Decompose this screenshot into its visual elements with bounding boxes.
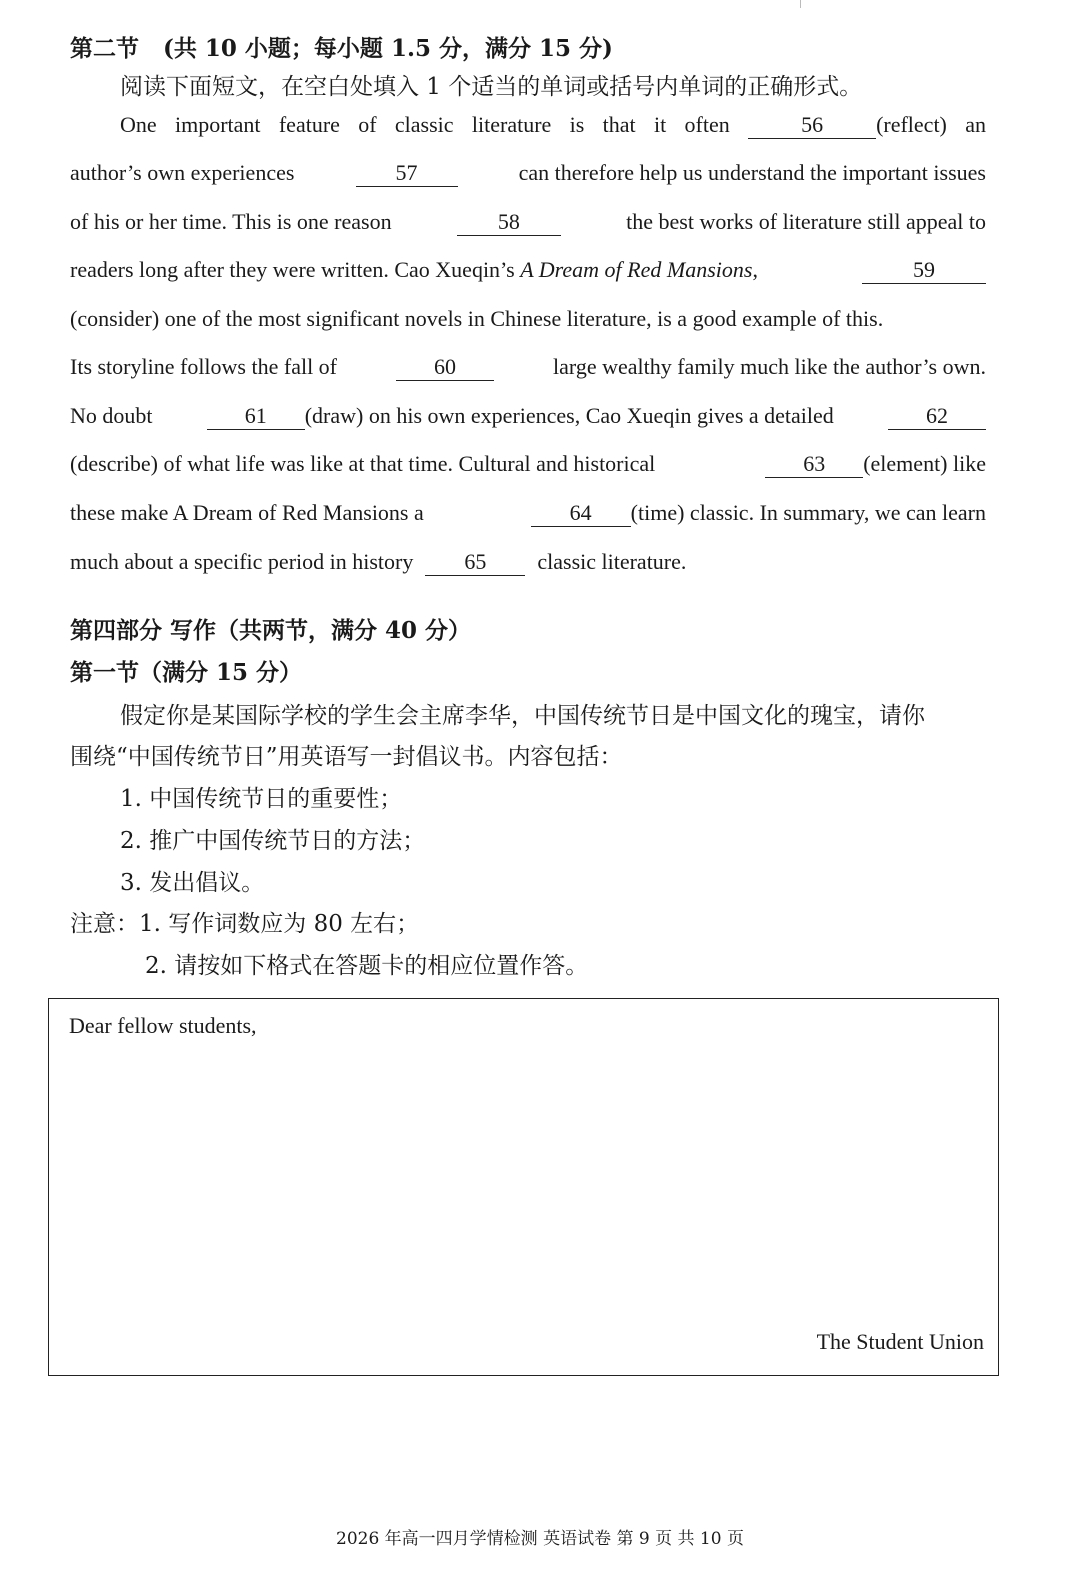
prompt-line-1: 假定你是某国际学校的学生会主席李华，中国传统节日是中国文化的瑰宝，请你 (120, 703, 925, 729)
word: an (965, 112, 986, 137)
word: that (602, 112, 636, 137)
page-footer: 2026 年高一四月学情检测 英语试卷 第 9 页 共 10 页 (336, 1529, 744, 1549)
text-segment: Its storyline follows the fall of (70, 354, 338, 379)
passage-line-5 (70, 302, 986, 336)
passage-line-3 (70, 205, 986, 239)
text-segment: can therefore help us understand the important issues (518, 160, 986, 185)
passage-line-1 (120, 108, 986, 142)
word: often (684, 112, 730, 137)
blank-62[interactable]: 62 (888, 401, 986, 430)
section2-heading (70, 30, 613, 63)
corner-mark (800, 0, 801, 8)
passage-line-8 (70, 447, 986, 481)
text-segment: the best works of literature still appeal to (626, 209, 986, 234)
blank-58[interactable]: 58 (457, 207, 561, 236)
note-line-1: 注意：1. 写作词数应为 80 左右； (70, 911, 420, 937)
passage-line-2 (70, 156, 986, 190)
comma: , (752, 257, 758, 282)
word: feature (278, 112, 340, 137)
blank-59[interactable]: 59 (862, 255, 986, 284)
blank-65[interactable]: 65 (425, 547, 525, 576)
content-item-3: 3. 发出倡议。 (120, 870, 265, 896)
blank-64[interactable]: 64 (531, 498, 631, 527)
text-segment: readers long after they were written. Cao Xueqin’s (70, 257, 515, 282)
section2-title: 第二节 (70, 35, 139, 62)
text-segment: of his or her time. This is one reason (70, 209, 392, 234)
part4-sec1-title: 第一节（满分 15 分） (70, 659, 303, 686)
signature: The Student Union (816, 1329, 984, 1354)
blank-61[interactable]: 61 (207, 401, 305, 430)
passage-line-7 (70, 399, 986, 433)
blank-60[interactable]: 60 (396, 352, 494, 381)
text-segment: classic literature. (537, 549, 687, 574)
hint-word: (reflect) (876, 112, 947, 137)
word: literature (471, 112, 552, 137)
text-segment: (draw) on his own experiences, Cao Xueqin gives a detailed (304, 403, 834, 428)
text-segment: large wealthy family much like the author’s own. (553, 354, 986, 379)
text-segment: author’s own experiences (70, 160, 295, 185)
prompt-line-2: 围绕“中国传统节日”用英语写一封倡议书。内容包括： (70, 744, 623, 770)
word: important (174, 112, 261, 137)
text-segment: these make A Dream of Red Mansions a (70, 500, 424, 525)
section2-meta: (共 10 小题；每小题 1.5 分，满分 15 分) (163, 35, 613, 62)
passage-line-9 (70, 496, 986, 530)
word: of (358, 112, 377, 137)
passage-line-10 (70, 545, 698, 579)
word: One (120, 112, 157, 137)
part4-title: 第四部分 写作（共两节，满分 40 分） (70, 617, 472, 644)
text-segment: No doubt (70, 403, 153, 428)
word: classic (394, 112, 454, 137)
passage-line-4 (70, 253, 986, 287)
blank-63[interactable]: 63 (765, 449, 863, 478)
answer-box[interactable] (48, 998, 999, 1376)
word: is (569, 112, 585, 137)
text-segment: (consider) one of the most significant novels in Chinese literature, is a good example of this. (70, 306, 884, 331)
blank-57[interactable]: 57 (356, 158, 458, 187)
passage-line-6 (70, 350, 986, 384)
note-line-2: 2. 请按如下格式在答题卡的相应位置作答。 (145, 953, 589, 979)
word: it (653, 112, 667, 137)
book-title: A Dream of Red Mansions (520, 257, 753, 282)
text-segment: (describe) of what life was like at that time. Cultural and historical (70, 451, 656, 476)
salutation: Dear fellow students, (69, 1013, 257, 1038)
hint-word: (element) like (863, 451, 986, 476)
content-item-1: 1. 中国传统节日的重要性； (120, 786, 403, 812)
text-segment: much about a specific period in history (70, 549, 414, 574)
section2-instruction: 阅读下面短文，在空白处填入 1 个适当的单词或括号内单词的正确形式。 (120, 74, 863, 100)
text-segment: (time) classic. In summary, we can learn (630, 500, 986, 525)
content-item-2: 2. 推广中国传统节日的方法； (120, 828, 426, 854)
blank-56[interactable]: 56 (748, 110, 876, 139)
